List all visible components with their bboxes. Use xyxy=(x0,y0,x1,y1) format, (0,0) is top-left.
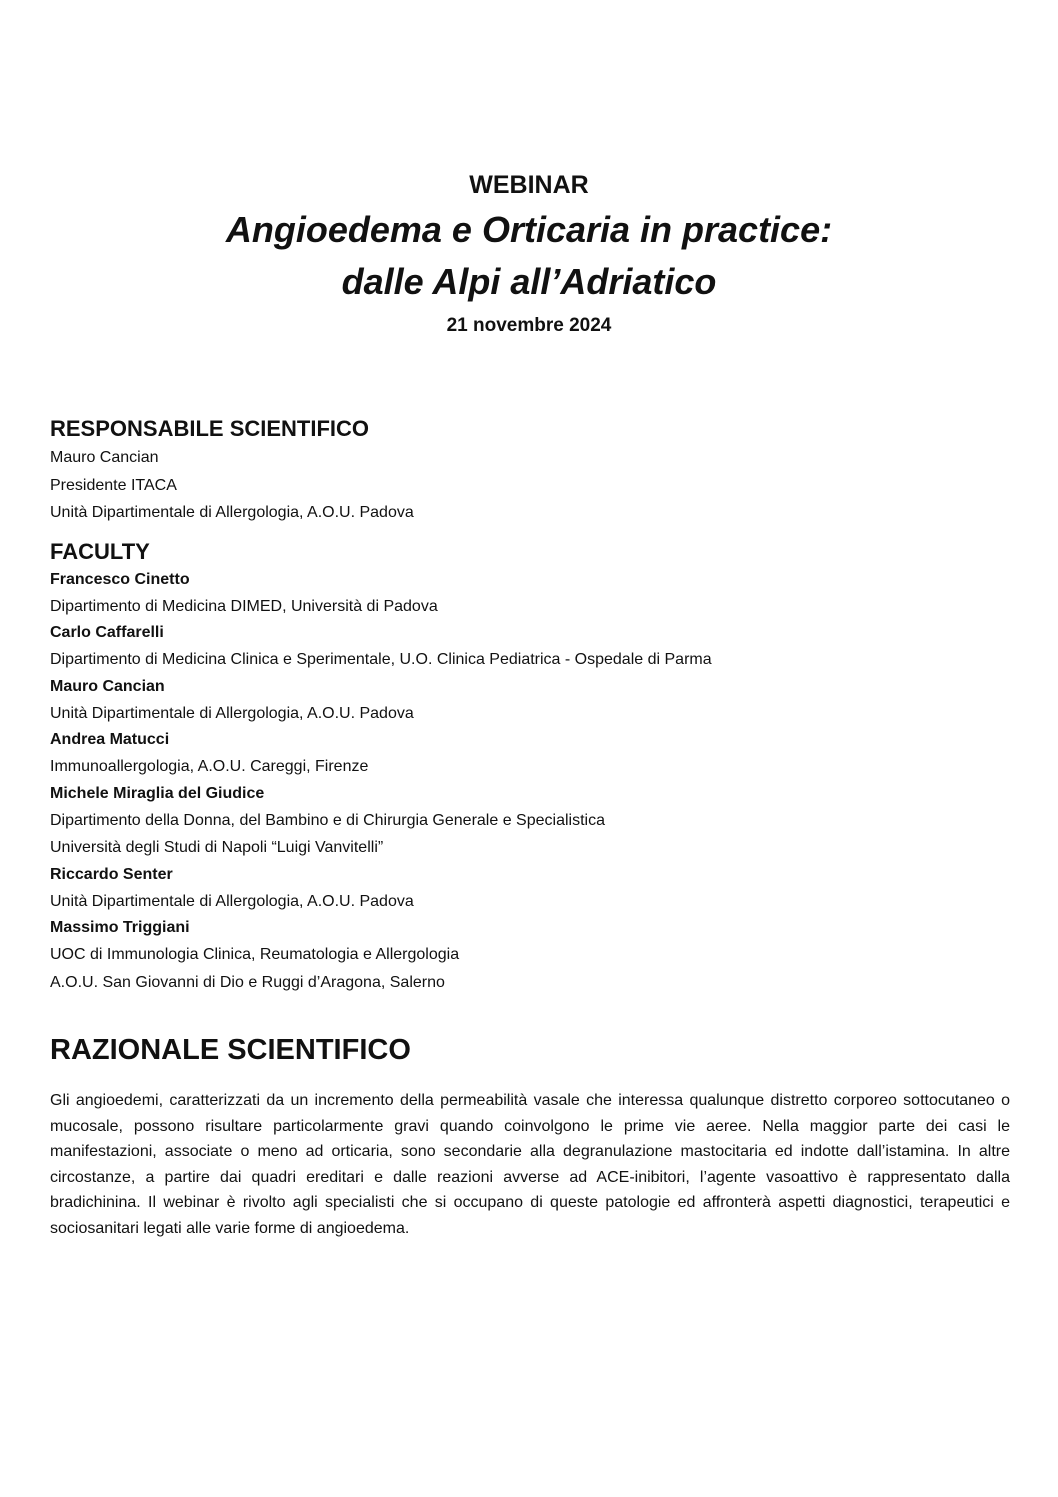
event-title xyxy=(0,204,1058,308)
faculty-heading: FACULTY xyxy=(50,538,150,564)
faculty-member-name: Michele Miraglia del Giudice xyxy=(50,784,265,802)
razionale-section xyxy=(50,1030,1010,1242)
razionale-paragraph: Gli angioedemi, caratterizzati da un incremento della permeabilità vasale che interessa qualunque distretto corporeo sottocutaneo o mucosale, possono risultare particolarmente gravi quando coinvolgono le prime vie aeree. Nella maggior parte dei casi le manifestazioni, associate o meno ad orticaria, sono secondarie alla degranulazione mastocitaria ed indotte dall’istamina. In altre circostanze, a partire dai quadri ereditari e dalle reazioni avverse ad ACE-inibitori, l’agente vasoattivo è rappresentato dalla bradichinina. Il webinar è rivolto agli specialisti che si occupano di queste patologie ed affronterà aspetti diagnostici, terapeutici e sociosanitari legati alle varie forme di angioedema. xyxy=(50,1092,1010,1237)
responsabile-heading: RESPONSABILE SCIENTIFICO xyxy=(50,416,370,441)
event-title-line-2: dalle Alpi all’Adriatico xyxy=(341,261,717,302)
responsabile-line: Unità Dipartimentale di Allergologia, A.O.U. Padova xyxy=(50,504,414,521)
faculty-member-affiliation: Immunoallergologia, A.O.U. Careggi, Firenze xyxy=(50,758,369,775)
razionale-heading: RAZIONALE SCIENTIFICO xyxy=(50,1034,411,1066)
event-title-line-1: Angioedema e Orticaria in practice: xyxy=(225,209,833,250)
faculty-member-name: Carlo Caffarelli xyxy=(50,624,164,641)
responsabile-section xyxy=(50,414,1010,527)
faculty-member-affiliation: Dipartimento di Medicina Clinica e Sperimentale, U.O. Clinica Pediatrica - Ospedale di Parma xyxy=(50,651,712,668)
faculty-member-name: Mauro Cancian xyxy=(50,677,165,695)
faculty-member-affiliation: UOC di Immunologia Clinica, Reumatologia e Allergologia xyxy=(50,946,460,963)
faculty-member-name: Andrea Matucci xyxy=(50,731,170,748)
faculty-member-affiliation: Università degli Studi di Napoli “Luigi Vanvitelli” xyxy=(50,839,384,856)
document-header xyxy=(0,170,1058,338)
faculty-member-name: Francesco Cinetto xyxy=(50,570,190,588)
faculty-member-name: Riccardo Senter xyxy=(50,865,173,883)
responsabile-line: Mauro Cancian xyxy=(50,449,159,466)
event-date: 21 novembre 2024 xyxy=(446,315,612,336)
responsabile-line: Presidente ITACA xyxy=(50,476,177,494)
document-body xyxy=(50,414,1010,1242)
faculty-member-affiliation: Unità Dipartimentale di Allergologia, A.O.U. Padova xyxy=(50,704,414,722)
faculty-member-affiliation: A.O.U. San Giovanni di Dio e Ruggi d’Aragona, Salerno xyxy=(50,973,445,991)
event-type: WEBINAR xyxy=(469,171,589,199)
faculty-member-name: Massimo Triggiani xyxy=(50,919,190,936)
faculty-member-affiliation: Unità Dipartimentale di Allergologia, A.O.U. Padova xyxy=(50,892,414,910)
faculty-section xyxy=(50,537,1010,997)
faculty-member-affiliation: Dipartimento di Medicina DIMED, Università di Padova xyxy=(50,597,438,615)
faculty-member-affiliation: Dipartimento della Donna, del Bambino e di Chirurgia Generale e Specialistica xyxy=(50,811,605,829)
